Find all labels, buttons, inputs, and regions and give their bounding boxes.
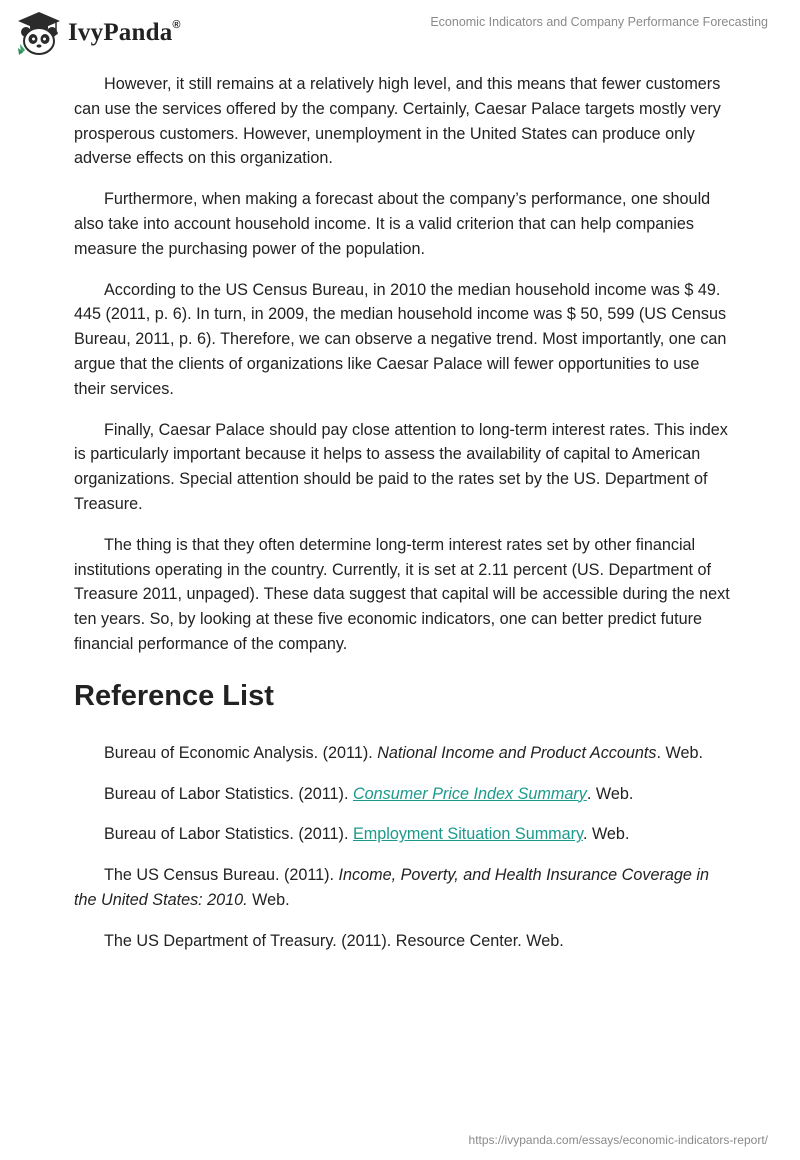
panda-graduate-icon	[16, 10, 62, 56]
registered-mark: ®	[172, 18, 181, 31]
reference-item: The US Department of Treasury. (2011). Resource Center. Web.	[104, 931, 564, 950]
reference-item	[74, 863, 734, 913]
reference-suffix: . Web.	[586, 784, 634, 803]
reference-list-heading: Reference List	[74, 679, 274, 712]
reference-source: Bureau of Labor Statistics. (2011).	[104, 784, 353, 803]
reference-item	[74, 782, 734, 807]
reference-title: National Income and Product Accounts	[377, 743, 657, 762]
paragraph: Furthermore, when making a forecast about the company’s performance, one should also take into account household income. It is a valid criterion that can help companies measure the purchasing power of the population.	[74, 190, 711, 258]
reference-item	[74, 741, 734, 766]
document-title: Economic Indicators and Company Performance Forecasting	[430, 15, 768, 29]
reference-suffix: Web.	[247, 890, 290, 909]
reference-source: The US Census Bureau. (2011).	[104, 866, 339, 885]
page-header	[0, 0, 800, 70]
reference-item	[74, 822, 734, 847]
paragraph: However, it still remains at a relatively high level, and this means that fewer customers can use the services offered by the company. Certainly, Caesar Palace targets mostly very prosperous customers. However, unemployment in the United States can produce only adverse effects on this organization.	[74, 75, 721, 168]
reference-source: Bureau of Economic Analysis. (2011).	[104, 743, 378, 762]
brand-name: IvyPanda®	[68, 18, 181, 46]
reference-title: Income, Poverty, and Health Insurance Coverage in the United States: 2010.	[74, 866, 709, 909]
reference-source: Bureau of Labor Statistics. (2011).	[104, 825, 353, 844]
reference-suffix: . Web.	[582, 825, 630, 844]
paragraph: According to the US Census Bureau, in 2010 the median household income was $ 49. 445 (2011, p. 6). In turn, in 2009, the median household income was $ 50, 599 (US Census Bureau, 2011, p. 6). Therefore, we can observe a negative trend. Most importantly, one can argue that the clients of organizations like Caesar Palace will fewer opportunities to use their services.	[74, 280, 727, 398]
source-url: https://ivypanda.com/essays/economic-indicators-report/	[468, 1133, 768, 1147]
paragraph: Finally, Caesar Palace should pay close attention to long-term interest rates. This index is particularly important because it helps to assess the availability of capital to American organizations. Special attention should be paid to the rates set by the US. Department of Treasure.	[74, 420, 728, 513]
reference-link-employment-summary[interactable]: Employment Situation Summary	[352, 825, 583, 844]
reference-suffix: . Web.	[656, 743, 703, 762]
ivypanda-logo[interactable]	[16, 10, 181, 56]
reference-link-cpi-summary[interactable]: Consumer Price Index Summary	[352, 784, 587, 803]
paragraph: The thing is that they often determine long-term interest rates set by other financial institutions operating in the country. Currently, it is set at 2.11 percent (US. Department of Treasure 2011, unpaged). These data suggest that capital will be accessible during the next ten years. So, by looking at these five economic indicators, one can better predict future financial performance of the company.	[74, 535, 730, 653]
essay-content	[74, 72, 734, 954]
